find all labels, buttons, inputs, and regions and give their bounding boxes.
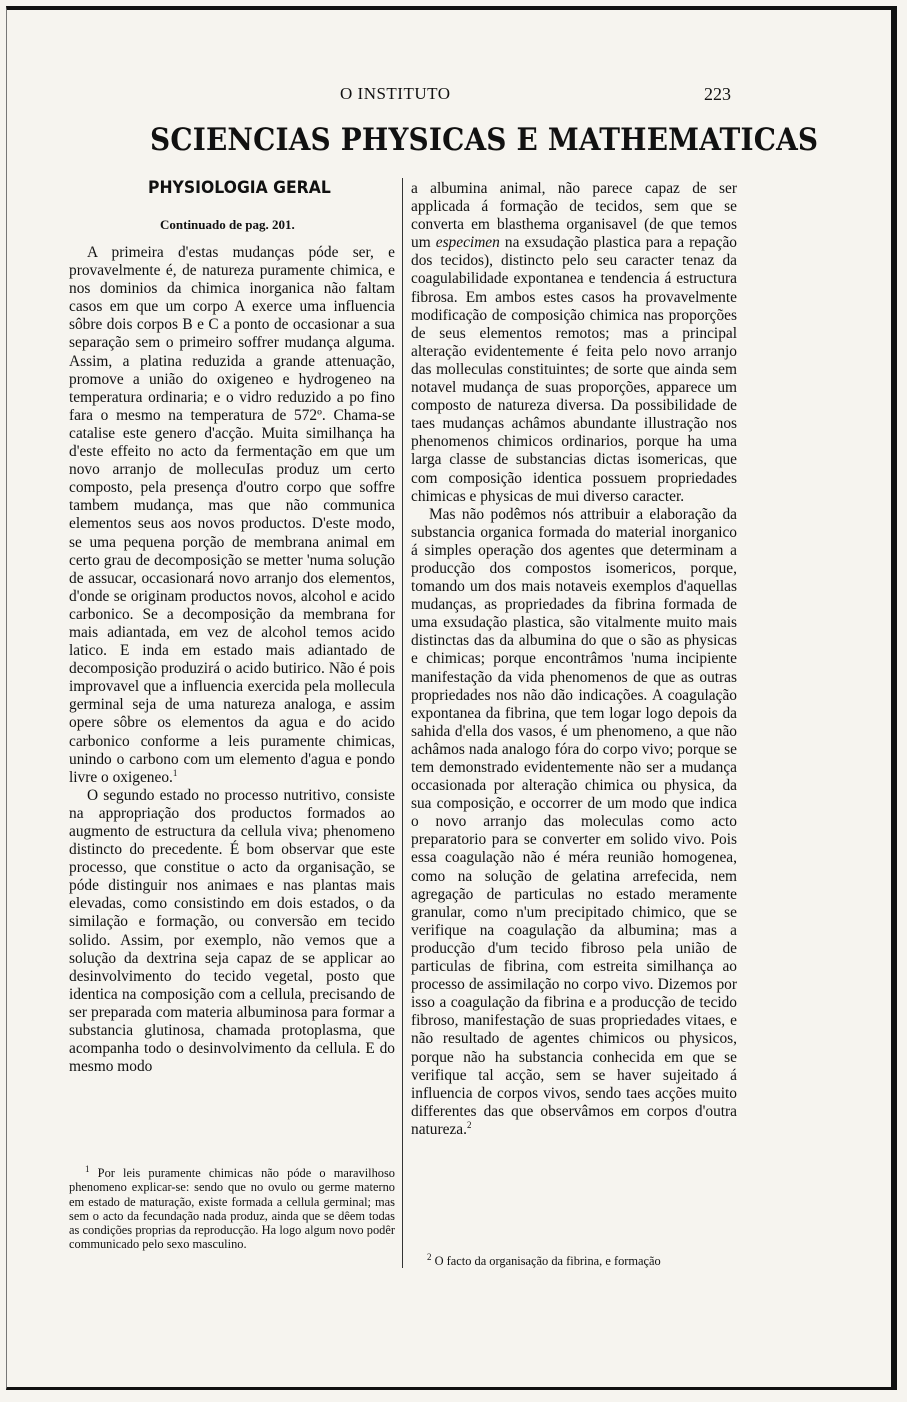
- footnote-mark: 2: [427, 1251, 432, 1262]
- right-column: [411, 180, 737, 1139]
- paragraph: Mas não podêmos nós attribuir a elaboração da substancia organica formada do material inorganico á simples operação dos agentes que determinam a producção dos compostos isomericos, porque, tomando um dos mais notaveis exemplos d'aquellas mudanças, as propriedades da fibrina formada de uma exsudação plastica, são vitalmente muito mais distinctas das da albumina do que o são as physicas e chimicas; porque encontrâmos 'numa incipiente manifestação da vida phenomenos de que as outras propriedades nos não dão indicações. A coagulação expontanea da fibrina, que tem logar logo depois da sahida d'ella dos vasos, é um phenomeno, a que não achâmos nada analogo fóra do corpo vivo; porque se tem demonstrado evidentemente não ser a mudança occasionada por alteração chimica ou physica, da sua composição, e occorrer de um modo que indica o novo arranjo das moleculas como acto preparatorio para se converter em solido vivo. Pois essa coagulação não é méra reunião homogenea, como na solução de gelatina arrefecida, nem agregação de particulas no estado meramente granular, como n'um precipitado chimico, que se verifique na coagulação da albumina; mas a producção d'um tecido fibroso pela união de particulas de fibrina, com estreita similhança ao processo de assimilação no corpo vivo. Dizemos por isso a coagulação da fibrina e a producção de tecido fibroso, manifestação de suas propriedades vitaes, e não resultado de agentes chimicos ou physicos, porque não ha substancia conhecida em que se verifique tal acção, sem se haver sujeitado á influencia de corpos vivos, sendo taes acções muito differentes das que observâmos em corpos d'outra natureza.$^2$: [411, 505, 737, 1138]
- footnote-left: [69, 1163, 395, 1252]
- footnote-ref: 2: [466, 1119, 472, 1130]
- footnote-text: Por leis puramente chimicas não póde o maravilhoso phenomeno explicar-se: sendo que no ovulo ou germe materno em estado de maturação, existe formada a cellula germinal; mas sem o acto da fecundação nada produz, ainda que se dêem todas as condições proprias da reproducção. Ha logo algum novo podêr communicado pelo sexo masculino.: [69, 1166, 395, 1252]
- section-title: SCIENCIAS PHYSICAS E MATHEMATICAS: [150, 122, 819, 158]
- article-title: PHYSIOLOGIA GERAL: [148, 178, 331, 198]
- running-head: O INSTITUTO: [340, 84, 451, 103]
- footnote-right: [411, 1251, 737, 1268]
- left-column: [69, 244, 395, 1076]
- paragraph: a albumina animal, não parece capaz de ser applicada á formação de tecidos, sem que se converta em blasthema organisavel (de que temos um especimen na exsudação plastica para a repação dos tecidos), distincto pelo seu caracter tenaz da coagulabilidade expontanea e tendencia á estructura fibrosa. Em ambos estes casos ha provavelmente modificação de composição chimica nas proporções de seus elementos remotos; mas a principal alteração evidentemente é feita pelo novo arranjo das molleculas constituintes; de sorte que ainda sem notavel mudança de suas proporções, apparece um composto de natureza diversa. Da possibilidade de taes mudanças achâmos abundante illustração nos phenomenos chimicos ordinarios, porque ha uma larga classe de substancias dictas isomericas, que com composição identica possuem propriedades chimicas e physicas de mui diverso caracter.: [411, 180, 737, 505]
- italic-term: especimen: [435, 234, 500, 252]
- page-number: 223: [704, 84, 731, 104]
- column-divider: [402, 178, 403, 1268]
- paragraph: O segundo estado no processo nutritivo, consiste na appropriação dos productos formados ao augmento de estructura da cellula viva; phenomeno distincto do precedente. É bom observar que este processo, que constitue o acto da organisação, se póde distinguir nos animaes e nas plantas mais elevadas, como consistindo em dois estados, o da similação e formação, ou conversão em tecido solido. Assim, por exemplo, não vemos que a solução da dextrina seja capaz de se applicar ao desinvolvimento do tecido vegetal, posto que identica na composição com a cellula, precisando de ser preparada com materia albuminosa para formar a substancia glutinosa, chamada protoplasma, que acompanha todo o desinvolvimento da cellula. E do mesmo modo: [69, 786, 395, 1076]
- continued-note: Continuado de pag. 201.: [160, 217, 295, 232]
- footnote-ref: 1: [172, 767, 178, 778]
- footnote-text: O facto da organisação da fibrina, e formação: [434, 1254, 661, 1268]
- footnote-mark: 1: [85, 1163, 90, 1174]
- paragraph: A primeira d'estas mudanças póde ser, e provavelmente é, de natureza puramente chimica, e nos dominios da chimica inorganica não faltam casos em que um corpo A exerce uma influencia sôbre dois corpos B e C a ponto de occasionar a sua separação sem o primeiro soffrer mudança alguma. Assim, a platina reduzida a grande attenuação, promove a união do oxigeneo e hydrogeneo na temperatura ordinaria; e o vidro reduzido a po fino fara o mesmo na temperatura de 572º. Chama-se catalise este genero d'acção. Muita similhança ha d'este effeito no acto da fermentação em que um novo arranjo de mollecuIas produz um certo composto, pela presença d'outro corpo que soffre tambem mudança, mas que não communica elementos seus aos novos productos. D'este modo, se uma pequena porção de membrana animal em certo grau de decomposição se metter 'numa solução de assucar, occasionará novo arranjo dos elementos, d'onde se originam productos novos, alcohol e acido carbonico. Se a decomposição da membrana for mais adiantada, em vez de alcohol temos acido latico. E inda em estado mais adiantado de decomposição produzirá o acido butirico. Não é pois improvavel que a influencia exercida pela mollecula germinal seja de uma natureza analoga, e assim opere sôbre os elementos da agua e do acido carbonico conforme a leis puramente chimicas, unindo o carbono com um elemento d'agua e pondo livre o oxigeneo.$^1$: [69, 244, 395, 786]
